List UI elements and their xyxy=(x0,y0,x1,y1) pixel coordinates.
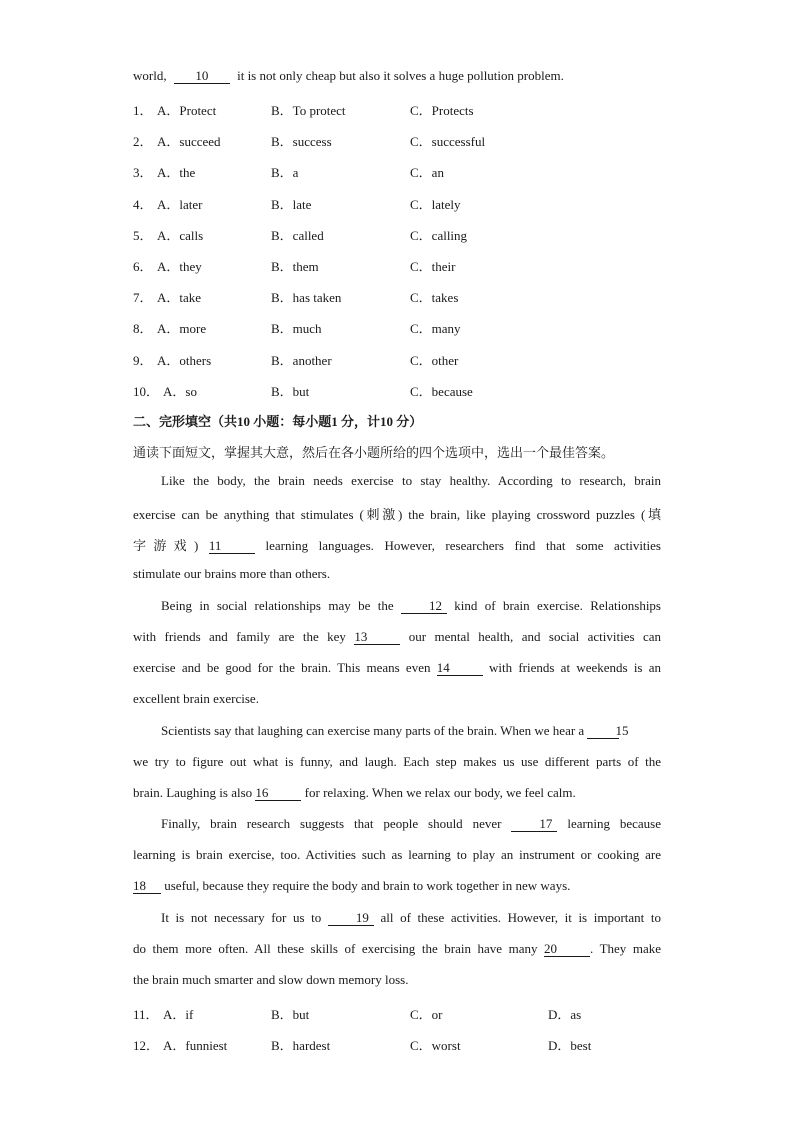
question-number: 11． xyxy=(133,1007,159,1022)
option-b: B．but xyxy=(271,1007,310,1022)
option-c: C．because xyxy=(410,383,473,399)
option-b: B．late xyxy=(271,196,312,212)
question-number: 2． xyxy=(133,134,153,150)
intro-line xyxy=(133,68,663,84)
passage-line: learning is brain exercise, too. Activities such as learning to play an instrument or cooking are xyxy=(133,847,661,862)
paragraph-p3 xyxy=(133,723,661,816)
question-number: 10． xyxy=(133,383,160,399)
option-c: C．their xyxy=(410,259,456,274)
passage-line xyxy=(133,785,661,816)
option-b: B．much xyxy=(271,321,322,337)
question-number: 5． xyxy=(133,227,153,243)
blank-18: 18 xyxy=(133,879,161,894)
passage-line xyxy=(133,660,661,691)
passage-line xyxy=(133,598,661,629)
option-c: C．many xyxy=(410,321,461,337)
passage-text: all of these activities. However, it is important to xyxy=(373,910,661,925)
intro-post: it is not only cheap but also it solves a huge pollution problem. xyxy=(237,68,564,83)
option-d: D．best xyxy=(548,1038,592,1054)
blank-10: 10 xyxy=(174,69,230,84)
section-instruction: 通读下面短文，掌握其大意，然后在各小题所给的四个选项中，选出一个最佳答案。 xyxy=(133,445,615,460)
passage-text: with friends and family are the key xyxy=(133,629,355,644)
option-c: C．successful xyxy=(410,134,486,150)
option-a: A．Protect xyxy=(157,103,217,118)
passage-line xyxy=(133,878,661,909)
option-c: C．lately xyxy=(410,196,461,212)
option-b: B．has taken xyxy=(271,290,342,306)
passage-text: It is not necessary for us to xyxy=(161,910,328,925)
blank-14: 14 xyxy=(437,661,483,676)
passage-line xyxy=(133,535,661,566)
question-number: 12． xyxy=(133,1038,160,1054)
option-a: A．calls xyxy=(157,227,204,243)
passage-text: useful, because they require the body and brain to work together in new ways. xyxy=(161,878,571,893)
passage-line xyxy=(133,941,661,972)
option-a: A．funniest xyxy=(163,1038,228,1054)
option-c: C．calling xyxy=(410,227,468,243)
passage-line: exercise can be anything that stimulates (刺激) the brain, like playing crossword puzzles (填 xyxy=(133,507,661,522)
blank-11: 11 xyxy=(209,539,255,554)
question-number: 3． xyxy=(133,165,153,181)
question-number: 4． xyxy=(133,196,153,212)
passage-line: stimulate our brains more than others. xyxy=(133,566,331,581)
option-c: C．an xyxy=(410,165,444,181)
blank-20: 20 xyxy=(544,942,590,957)
paragraph-p4 xyxy=(133,816,661,909)
passage-text: exercise and be good for the brain. This means even xyxy=(133,660,437,675)
question-number: 8． xyxy=(133,321,153,337)
blank-12: 12 xyxy=(401,599,447,614)
option-a: A．take xyxy=(157,290,202,306)
option-a: A．so xyxy=(163,383,197,399)
blank-17: 17 xyxy=(511,817,557,832)
passage-text: learning because xyxy=(557,816,662,831)
passage-line: we try to figure out what is funny, and laugh. Each step makes us use different parts of the xyxy=(133,754,661,769)
option-c: C．worst xyxy=(410,1038,461,1054)
question-number: 1． xyxy=(133,103,153,118)
option-a: A．the xyxy=(157,165,196,181)
passage-line: Like the body, the brain needs exercise to stay healthy. According to research, brain xyxy=(161,473,661,488)
option-b: B．a xyxy=(271,165,299,181)
passage-line xyxy=(133,629,661,660)
passage-line xyxy=(133,910,661,941)
passage-line: the brain much smarter and slow down memory loss. xyxy=(133,972,409,987)
passage-line: excellent brain exercise. xyxy=(133,691,259,706)
paragraph-p5 xyxy=(133,910,661,1003)
blank-16: 16 xyxy=(255,786,301,801)
question-number: 7． xyxy=(133,290,153,306)
passage-text: Being in social relationships may be the xyxy=(161,598,401,613)
option-b: B．them xyxy=(271,259,319,274)
passage-text: . They make xyxy=(590,941,661,956)
intro-pre: world, xyxy=(133,68,167,83)
passage-text: 字游戏) xyxy=(133,538,209,553)
option-b: B．hardest xyxy=(271,1038,331,1054)
option-d: D．as xyxy=(548,1007,582,1022)
option-c: C．other xyxy=(410,352,459,368)
question-number: 9． xyxy=(133,352,153,368)
option-a: A．later xyxy=(157,196,203,212)
blank-19: 19 xyxy=(328,911,374,926)
blank-13: 13 xyxy=(354,630,400,645)
option-c: C．takes xyxy=(410,290,459,306)
option-a: A．if xyxy=(163,1007,194,1022)
passage-line xyxy=(133,723,661,754)
passage-text: brain. Laughing is also xyxy=(133,785,256,800)
option-b: B．called xyxy=(271,227,324,243)
passage-text: Finally, brain research suggests that people should never xyxy=(161,816,512,831)
passage-text: kind of brain exercise. Relationships xyxy=(446,598,661,613)
passage-text: for relaxing. When we relax our body, we feel calm. xyxy=(301,785,576,800)
paragraph-p1 xyxy=(133,473,661,597)
option-a: A．others xyxy=(157,352,212,368)
option-b: B．another xyxy=(271,352,332,368)
passage-text: Scientists say that laughing can exercise many parts of the brain. When we hear a xyxy=(161,723,588,738)
section-heading: 二、完形填空（共10 小题：每小题1 分，计10 分） xyxy=(133,414,423,429)
paragraph-p2 xyxy=(133,598,661,722)
blank-15: 15 xyxy=(587,724,619,739)
question-number: 6． xyxy=(133,259,153,274)
option-a: A．more xyxy=(157,321,207,337)
passage-text: do them more often. All these skills of exercising the brain have many xyxy=(133,941,545,956)
option-a: A．succeed xyxy=(157,134,221,150)
option-b: B．but xyxy=(271,383,310,399)
passage-text: with friends at weekends is an xyxy=(482,660,662,675)
option-b: B．To protect xyxy=(271,103,346,118)
option-a: A．they xyxy=(157,259,202,274)
passage-text: learning languages. However, researchers find that some activities xyxy=(254,538,661,553)
option-c: C．Protects xyxy=(410,103,474,118)
passage-line xyxy=(133,816,661,847)
option-c: C．or xyxy=(410,1007,443,1022)
passage-text: our mental health, and social activities can xyxy=(400,629,661,644)
option-b: B．success xyxy=(271,134,332,150)
